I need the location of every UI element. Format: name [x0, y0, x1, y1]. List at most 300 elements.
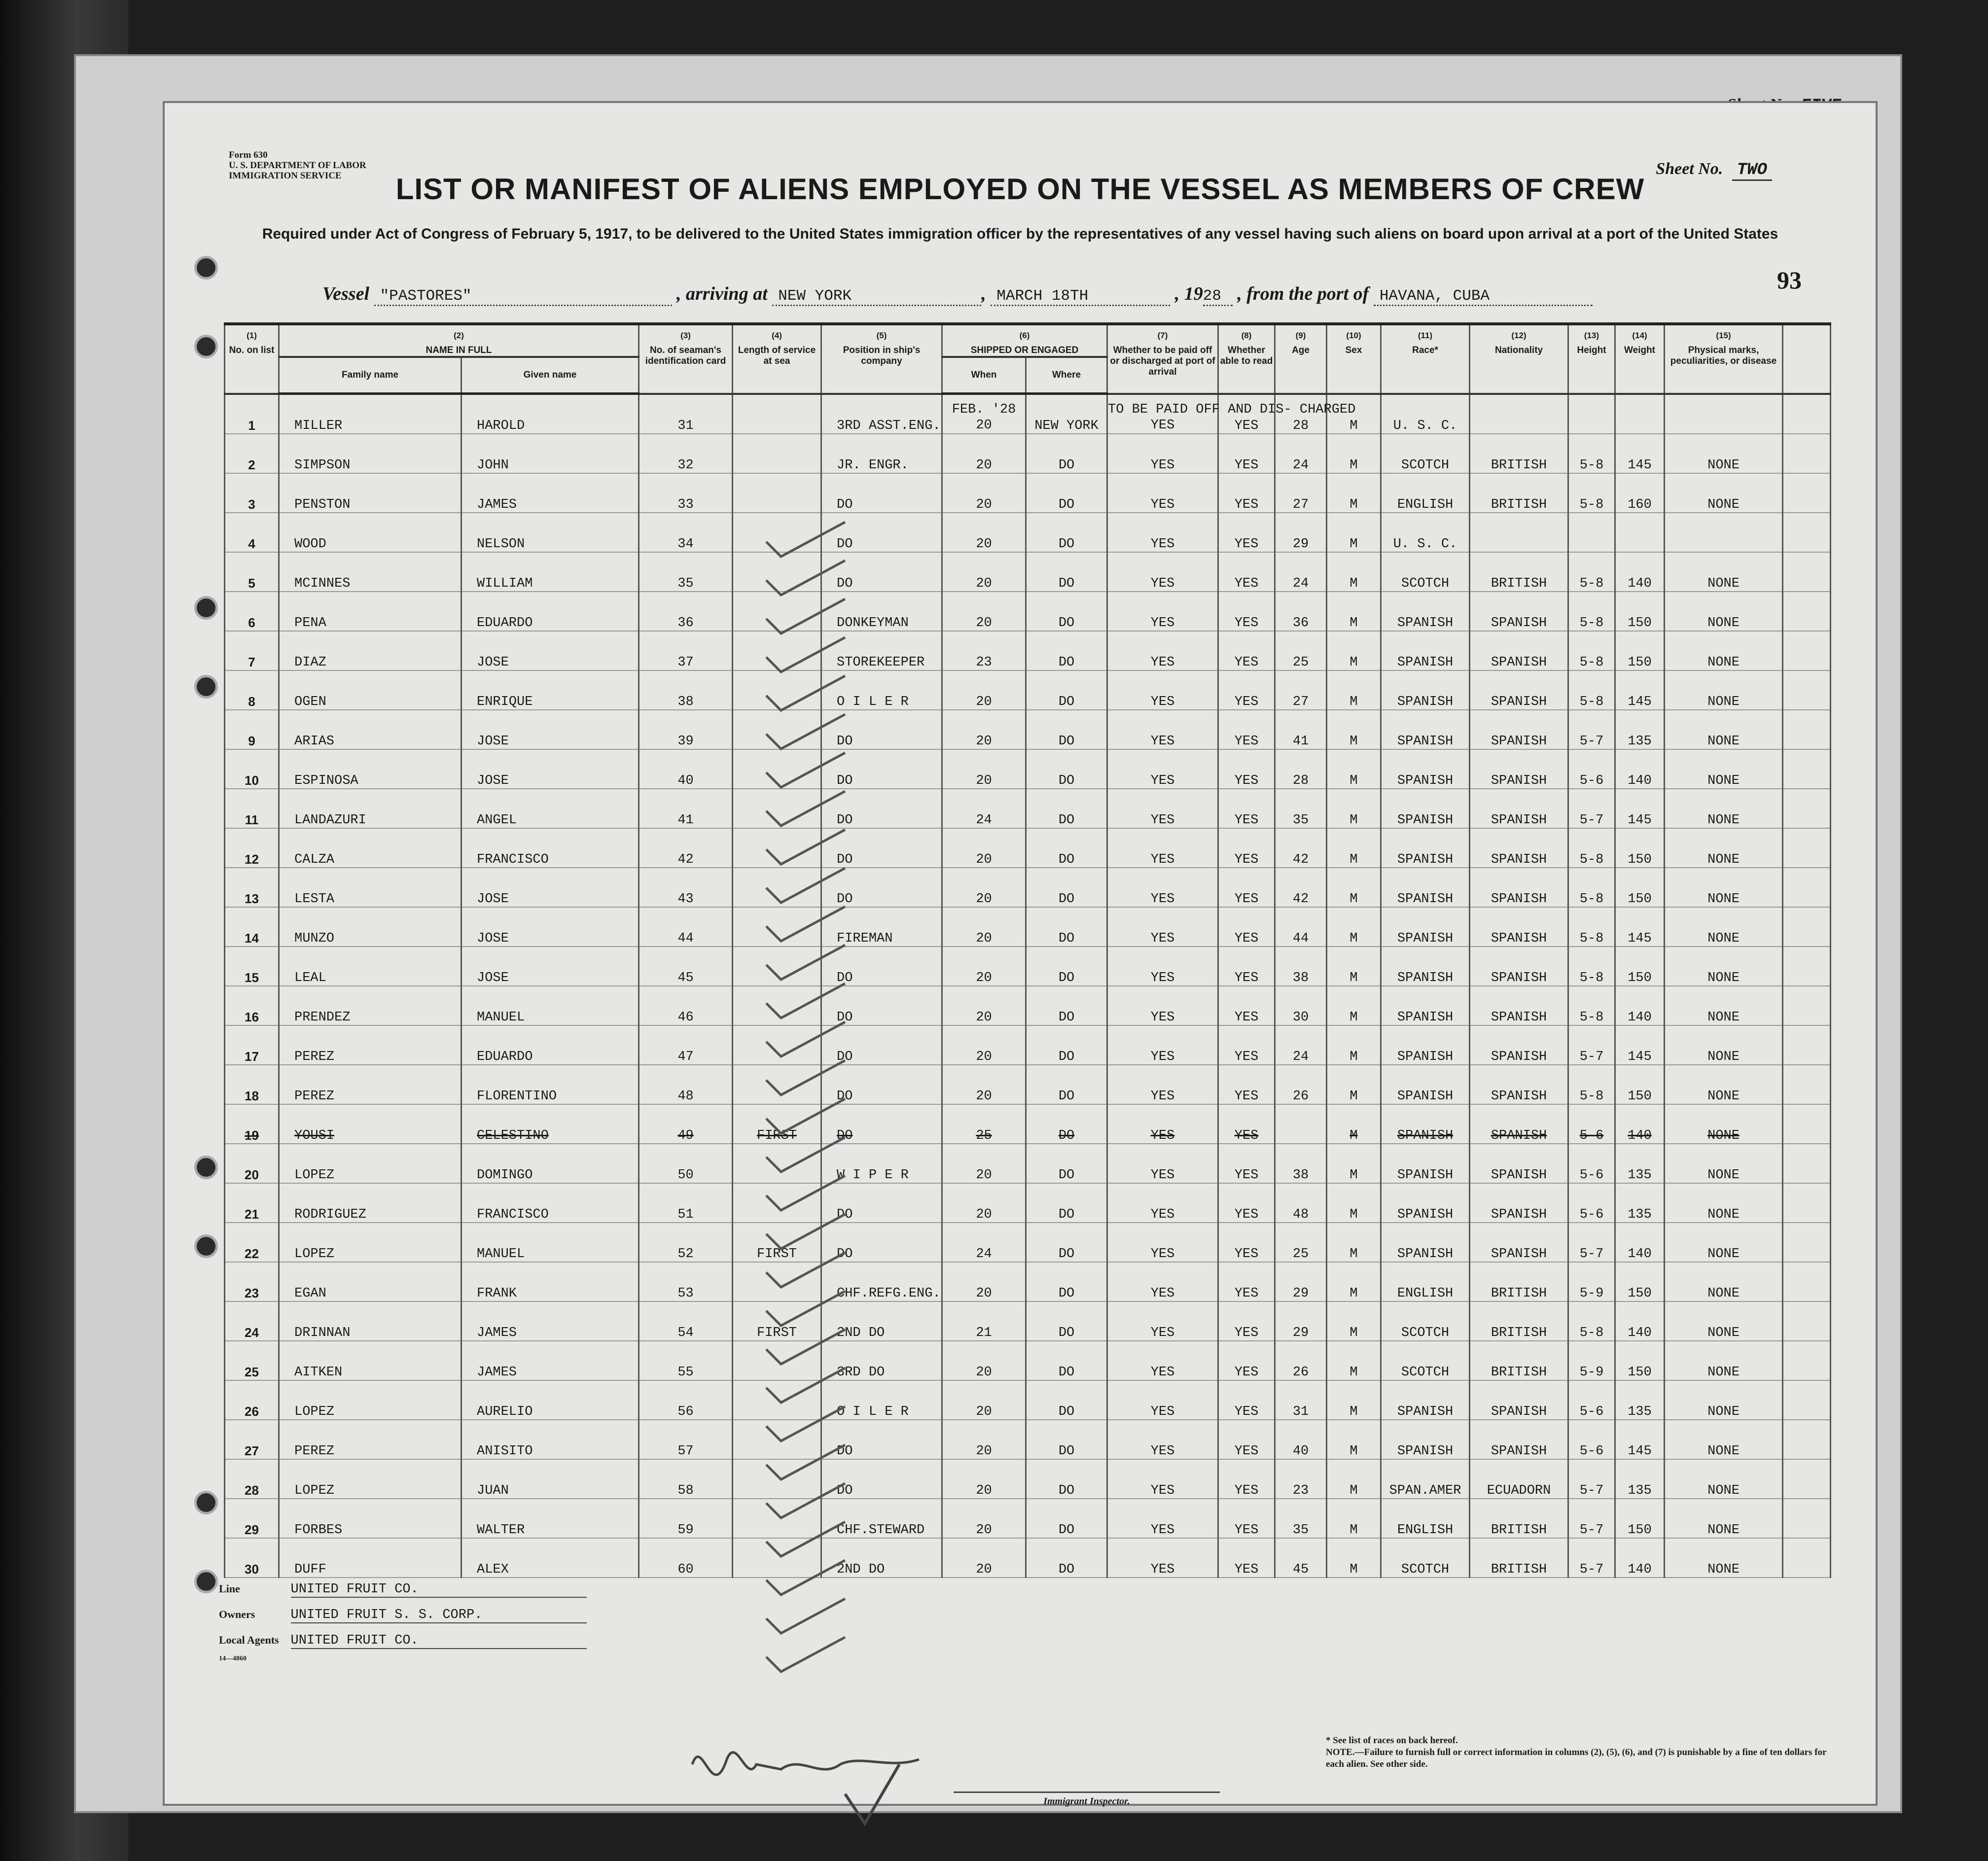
cell-shipped-where: DO — [1026, 513, 1107, 552]
punch-hole — [194, 1234, 218, 1258]
checkmark — [766, 561, 845, 595]
cell-paid-off: YES — [1107, 592, 1218, 631]
agents-value: UNITED FRUIT CO. — [291, 1633, 587, 1649]
cell-age: 48 — [1275, 1183, 1327, 1223]
punch-hole — [194, 1156, 218, 1179]
table-row — [225, 1183, 1831, 1223]
cell-paid-off: YES — [1107, 1459, 1218, 1499]
cell-height: 5-8 — [1568, 670, 1615, 710]
cell-height: 5-8 — [1568, 592, 1615, 631]
cell-nationality: BRITISH — [1470, 1301, 1568, 1341]
punch-hole — [194, 1570, 218, 1593]
checkmark — [766, 868, 845, 903]
footer-agents-row: Local Agents UNITED FRUIT CO. — [219, 1633, 1821, 1659]
cell-shipped-when: 20 — [942, 1183, 1026, 1223]
cell-age: 35 — [1275, 1499, 1327, 1538]
cell-blank — [1783, 947, 1831, 986]
cell-age: 41 — [1275, 710, 1327, 749]
cell-shipped-where: DO — [1026, 828, 1107, 868]
cell-blank — [1783, 1301, 1831, 1341]
cell-age: 27 — [1275, 473, 1327, 513]
table-row — [225, 1380, 1831, 1420]
cell-shipped-where: DO — [1026, 868, 1107, 907]
cell-shipped-when: 20 — [942, 1420, 1026, 1459]
col-header-blank — [1783, 324, 1831, 394]
cell-height — [1568, 513, 1615, 552]
cell-able-to-read: YES — [1218, 1380, 1275, 1420]
cell-able-to-read: YES — [1218, 1262, 1275, 1301]
cell-race: SPANISH — [1381, 1144, 1470, 1183]
cell-position: DO — [821, 1183, 942, 1223]
cell-family-name: AITKEN — [279, 1341, 462, 1380]
cell-family-name: LESTA — [279, 868, 462, 907]
cell-height: 5-7 — [1568, 1223, 1615, 1262]
cell-shipped-when: 20 — [942, 868, 1026, 907]
cell-row-number: 12 — [225, 828, 279, 868]
table-header — [225, 324, 1831, 394]
cell-id-card-number: 31 — [639, 394, 733, 434]
cell-shipped-when: 20 — [942, 1262, 1026, 1301]
cell-age: 24 — [1275, 1025, 1327, 1065]
cell-height: 5-8 — [1568, 986, 1615, 1025]
checkmark — [766, 714, 845, 749]
cell-able-to-read: YES — [1218, 1301, 1275, 1341]
cell-blank — [1783, 1499, 1831, 1538]
cell-nationality: SPANISH — [1470, 828, 1568, 868]
cell-height — [1568, 394, 1615, 434]
cell-height: 5-7 — [1568, 1459, 1615, 1499]
cell-id-card-number: 46 — [639, 986, 733, 1025]
cell-shipped-where: DO — [1026, 1420, 1107, 1459]
cell-able-to-read: YES — [1218, 1104, 1275, 1144]
cell-blank — [1783, 1183, 1831, 1223]
cell-position: 2ND DO — [821, 1538, 942, 1578]
cell-able-to-read: YES — [1218, 434, 1275, 473]
cell-race: SPANISH — [1381, 828, 1470, 868]
col-header-height: (13) Height — [1568, 324, 1615, 394]
cell-paid-off: YES — [1107, 986, 1218, 1025]
cell-race: SPANISH — [1381, 1025, 1470, 1065]
cell-paid-off: YES — [1107, 1301, 1218, 1341]
cell-race: SPANISH — [1381, 1380, 1470, 1420]
checkmark — [766, 1253, 845, 1287]
cell-paid-off: YES — [1107, 947, 1218, 986]
cell-race: SCOTCH — [1381, 552, 1470, 592]
cell-nationality: BRITISH — [1470, 1341, 1568, 1380]
cell-sex: M — [1327, 394, 1381, 434]
cell-physical-marks: NONE — [1665, 1025, 1783, 1065]
cell-row-number: 15 — [225, 947, 279, 986]
cell-able-to-read: YES — [1218, 986, 1275, 1025]
cell-weight: 145 — [1615, 434, 1665, 473]
cell-physical-marks: NONE — [1665, 868, 1783, 907]
cell-shipped-where: DO — [1026, 1183, 1107, 1223]
cell-weight: 150 — [1615, 1499, 1665, 1538]
cell-given-name: JUAN — [462, 1459, 639, 1499]
cell-weight: 150 — [1615, 828, 1665, 868]
cell-height: 5-6 — [1568, 1144, 1615, 1183]
table-row — [225, 670, 1831, 710]
cell-physical-marks: NONE — [1665, 434, 1783, 473]
cell-able-to-read: YES — [1218, 1420, 1275, 1459]
col-subheader-when: When — [942, 357, 1026, 394]
cell-given-name: FRANCISCO — [462, 828, 639, 868]
cell-shipped-where: DO — [1026, 947, 1107, 986]
cell-race: SPANISH — [1381, 670, 1470, 710]
cell-nationality: BRITISH — [1470, 1538, 1568, 1578]
cell-row-number: 18 — [225, 1065, 279, 1104]
checkmark — [766, 1330, 845, 1364]
cell-age: 24 — [1275, 552, 1327, 592]
table-row — [225, 789, 1831, 828]
vessel-name: "PASTORES" — [374, 287, 672, 306]
cell-length-of-service: FIRST — [733, 1223, 821, 1262]
cell-position: DO — [821, 473, 942, 513]
cell-position: DO — [821, 513, 942, 552]
cell-physical-marks: NONE — [1665, 631, 1783, 670]
table-row — [225, 394, 1831, 434]
cell-id-card-number: 50 — [639, 1144, 733, 1183]
cell-sex: M — [1327, 1499, 1381, 1538]
cell-shipped-when: 24 — [942, 1223, 1026, 1262]
cell-sex: M — [1327, 1459, 1381, 1499]
cell-blank — [1783, 828, 1831, 868]
cell-paid-off: YES — [1107, 434, 1218, 473]
cell-blank — [1783, 986, 1831, 1025]
page-number: 93 — [1777, 266, 1802, 294]
col-header-sex: (10) Sex — [1327, 324, 1381, 394]
cell-shipped-when: 20 — [942, 1459, 1026, 1499]
cell-weight: 150 — [1615, 1341, 1665, 1380]
arrival-year: 28 — [1203, 287, 1233, 306]
cell-position: O I L E R — [821, 1380, 942, 1420]
cell-weight: 145 — [1615, 907, 1665, 947]
cell-id-card-number: 56 — [639, 1380, 733, 1420]
cell-sex: M — [1327, 907, 1381, 947]
cell-id-card-number: 32 — [639, 434, 733, 473]
cell-weight: 145 — [1615, 1420, 1665, 1459]
cell-sex: M — [1327, 670, 1381, 710]
cell-position: CHF.STEWARD — [821, 1499, 942, 1538]
cell-shipped-where: DO — [1026, 434, 1107, 473]
checkmark — [766, 599, 845, 633]
cell-weight — [1615, 513, 1665, 552]
table-row — [225, 1223, 1831, 1262]
cell-blank — [1783, 1025, 1831, 1065]
cell-race: SCOTCH — [1381, 1341, 1470, 1380]
cell-weight: 145 — [1615, 789, 1665, 828]
cell-length-of-service — [733, 434, 821, 473]
cell-blank — [1783, 1223, 1831, 1262]
table-row — [225, 907, 1831, 947]
cell-physical-marks: NONE — [1665, 1341, 1783, 1380]
cell-shipped-where: DO — [1026, 670, 1107, 710]
checkmark — [766, 522, 845, 557]
cell-height: 5-8 — [1568, 552, 1615, 592]
cell-race: U. S. C. — [1381, 513, 1470, 552]
cell-physical-marks: NONE — [1665, 1183, 1783, 1223]
cell-able-to-read: YES — [1218, 1499, 1275, 1538]
cell-shipped-where: DO — [1026, 749, 1107, 789]
col-subheader-given: Given name — [462, 357, 639, 394]
cell-given-name: JOHN — [462, 434, 639, 473]
cell-id-card-number: 44 — [639, 907, 733, 947]
cell-id-card-number: 48 — [639, 1065, 733, 1104]
cell-id-card-number: 35 — [639, 552, 733, 592]
cell-race: SPANISH — [1381, 592, 1470, 631]
checkmark — [766, 1060, 845, 1095]
cell-given-name: JAMES — [462, 1301, 639, 1341]
cell-sex: M — [1327, 513, 1381, 552]
cell-family-name: DIAZ — [279, 631, 462, 670]
cell-age: 29 — [1275, 1301, 1327, 1341]
cell-age: 28 — [1275, 749, 1327, 789]
cell-weight: 140 — [1615, 1104, 1665, 1144]
col-header-no: (1) No. on list — [225, 324, 279, 394]
cell-able-to-read: YES — [1218, 631, 1275, 670]
table-row — [225, 1065, 1831, 1104]
checkmark — [766, 1214, 845, 1249]
cell-family-name: EGAN — [279, 1262, 462, 1301]
table-row — [225, 1420, 1831, 1459]
cell-height: 5-6 — [1568, 1104, 1615, 1144]
cell-height: 5-6 — [1568, 1183, 1615, 1223]
cell-family-name: PENSTON — [279, 473, 462, 513]
cell-id-card-number: 43 — [639, 868, 733, 907]
cell-weight: 150 — [1615, 592, 1665, 631]
cell-paid-off: YES — [1107, 1065, 1218, 1104]
cell-race: SPANISH — [1381, 789, 1470, 828]
cell-family-name: DRINNAN — [279, 1301, 462, 1341]
cell-sex: M — [1327, 868, 1381, 907]
cell-blank — [1783, 749, 1831, 789]
cell-id-card-number: 45 — [639, 947, 733, 986]
cell-nationality: SPANISH — [1470, 986, 1568, 1025]
cell-given-name: NELSON — [462, 513, 639, 552]
cell-race: SPANISH — [1381, 710, 1470, 749]
cell-able-to-read: YES — [1218, 1341, 1275, 1380]
cell-able-to-read: YES — [1218, 828, 1275, 868]
cell-sex: M — [1327, 1262, 1381, 1301]
cell-id-card-number: 40 — [639, 749, 733, 789]
cell-able-to-read: YES — [1218, 1223, 1275, 1262]
cell-physical-marks: NONE — [1665, 1065, 1783, 1104]
cell-shipped-where: DO — [1026, 986, 1107, 1025]
cell-given-name: HAROLD — [462, 394, 639, 434]
table-row — [225, 434, 1831, 473]
table-row — [225, 1262, 1831, 1301]
cell-shipped-when: 20 — [942, 670, 1026, 710]
cell-given-name: DOMINGO — [462, 1144, 639, 1183]
cell-position: DO — [821, 1104, 942, 1144]
cell-physical-marks: NONE — [1665, 670, 1783, 710]
cell-row-number: 27 — [225, 1420, 279, 1459]
line-value: UNITED FRUIT CO. — [291, 1582, 587, 1598]
cell-position: DO — [821, 986, 942, 1025]
cell-row-number: 28 — [225, 1459, 279, 1499]
cell-age: 38 — [1275, 947, 1327, 986]
cell-nationality: BRITISH — [1470, 434, 1568, 473]
cell-age: 38 — [1275, 1144, 1327, 1183]
cell-height: 5-8 — [1568, 868, 1615, 907]
cell-physical-marks: NONE — [1665, 710, 1783, 749]
cell-able-to-read: YES — [1218, 1183, 1275, 1223]
arrival-port: NEW YORK — [772, 287, 981, 306]
cell-shipped-when: 20 — [942, 1065, 1026, 1104]
cell-paid-off: YES — [1107, 1223, 1218, 1262]
cell-family-name: OGEN — [279, 670, 462, 710]
cell-race: SPANISH — [1381, 907, 1470, 947]
cell-family-name: MCINNES — [279, 552, 462, 592]
cell-physical-marks: NONE — [1665, 1144, 1783, 1183]
vessel-line: Vessel "PASTORES" , arriving at NEW YORK , MARCH 18TH , 1928 , from the port of HAVANA, CUBA — [322, 283, 1593, 306]
cell-nationality: SPANISH — [1470, 1183, 1568, 1223]
cell-sex: M — [1327, 986, 1381, 1025]
cell-shipped-when: 20 — [942, 749, 1026, 789]
table-body — [225, 394, 1831, 1578]
cell-given-name: JOSE — [462, 749, 639, 789]
cell-nationality — [1470, 513, 1568, 552]
cell-position: DO — [821, 1420, 942, 1459]
cell-position: DO — [821, 868, 942, 907]
cell-sex: M — [1327, 710, 1381, 749]
cell-sex: M — [1327, 592, 1381, 631]
cell-shipped-when: 25 — [942, 1104, 1026, 1144]
cell-row-number: 11 — [225, 789, 279, 828]
cell-id-card-number: 59 — [639, 1499, 733, 1538]
cell-row-number: 17 — [225, 1025, 279, 1065]
cell-race: ENGLISH — [1381, 473, 1470, 513]
cell-position: 3RD ASST.ENG. — [821, 394, 942, 434]
cell-shipped-when: 20 — [942, 986, 1026, 1025]
cell-physical-marks: NONE — [1665, 947, 1783, 986]
cell-race: SPANISH — [1381, 986, 1470, 1025]
cell-position: DO — [821, 1065, 942, 1104]
cell-race: SPANISH — [1381, 1223, 1470, 1262]
checkmark — [766, 907, 845, 941]
cell-age: 26 — [1275, 1341, 1327, 1380]
punch-hole — [194, 335, 218, 358]
cell-row-number: 8 — [225, 670, 279, 710]
cell-position: 2ND DO — [821, 1301, 942, 1341]
table-row — [225, 828, 1831, 868]
col-header-card: (3) No. of seaman's identification card — [639, 324, 733, 394]
cell-height: 5-8 — [1568, 434, 1615, 473]
col-header-service: (4) Length of service at sea — [733, 324, 821, 394]
cell-blank — [1783, 670, 1831, 710]
cell-shipped-where: DO — [1026, 1065, 1107, 1104]
cell-height: 5-8 — [1568, 828, 1615, 868]
cell-given-name: WILLIAM — [462, 552, 639, 592]
cell-race: SPANISH — [1381, 868, 1470, 907]
col-header-name: (2) NAME IN FULL — [279, 324, 639, 357]
checkmark — [766, 1176, 845, 1210]
cell-physical-marks: NONE — [1665, 552, 1783, 592]
cell-given-name: ENRIQUE — [462, 670, 639, 710]
cell-race: SPAN.AMER — [1381, 1459, 1470, 1499]
cell-shipped-where: DO — [1026, 710, 1107, 749]
manifest-sheet — [163, 101, 1878, 1806]
owners-value: UNITED FRUIT S. S. CORP. — [291, 1608, 587, 1623]
cell-height: 5-7 — [1568, 1025, 1615, 1065]
cell-row-number: 4 — [225, 513, 279, 552]
cell-able-to-read: YES — [1218, 473, 1275, 513]
cell-shipped-where: DO — [1026, 1262, 1107, 1301]
cell-paid-off: YES — [1107, 907, 1218, 947]
cell-race: ENGLISH — [1381, 1262, 1470, 1301]
cell-shipped-when: 21 — [942, 1301, 1026, 1341]
cell-position: JR. ENGR. — [821, 434, 942, 473]
page-title: LIST OR MANIFEST OF ALIENS EMPLOYED ON THE VESSEL AS MEMBERS OF CREW — [395, 173, 1645, 206]
cell-weight: 135 — [1615, 1380, 1665, 1420]
cell-paid-off: YES — [1107, 1380, 1218, 1420]
cell-shipped-when: 20 — [942, 434, 1026, 473]
cell-race: SPANISH — [1381, 1183, 1470, 1223]
cell-position: DO — [821, 828, 942, 868]
cell-nationality: SPANISH — [1470, 947, 1568, 986]
cell-height: 5-8 — [1568, 907, 1615, 947]
col-header-nationality: (12) Nationality — [1470, 324, 1568, 394]
cell-paid-off: YES — [1107, 1025, 1218, 1065]
cell-race: ENGLISH — [1381, 1499, 1470, 1538]
cell-shipped-when: 20 — [942, 1538, 1026, 1578]
form-number: 14—4860 — [219, 1655, 247, 1662]
cell-position: DO — [821, 1025, 942, 1065]
cell-row-number: 30 — [225, 1538, 279, 1578]
cell-paid-off: YES — [1107, 828, 1218, 868]
cell-family-name: ARIAS — [279, 710, 462, 749]
checkmark — [766, 1368, 845, 1403]
cell-age: 25 — [1275, 1223, 1327, 1262]
cell-shipped-when: 20 — [942, 1025, 1026, 1065]
cell-shipped-when: 20 — [942, 513, 1026, 552]
checkmark — [766, 791, 845, 826]
cell-shipped-when: 20 — [942, 473, 1026, 513]
cell-id-card-number: 53 — [639, 1262, 733, 1301]
cell-id-card-number: 58 — [639, 1459, 733, 1499]
cell-row-number: 2 — [225, 434, 279, 473]
cell-weight: 135 — [1615, 1183, 1665, 1223]
cell-shipped-where: DO — [1026, 1223, 1107, 1262]
cell-shipped-where: DO — [1026, 1499, 1107, 1538]
sheet-number: Sheet No. TWO — [1651, 160, 1772, 179]
cell-weight: 135 — [1615, 1459, 1665, 1499]
cell-given-name: EDUARDO — [462, 592, 639, 631]
col-subheader-family: Family name — [279, 357, 462, 394]
cell-shipped-where: DO — [1026, 1538, 1107, 1578]
cell-shipped-where: DO — [1026, 1104, 1107, 1144]
cell-position: DO — [821, 710, 942, 749]
cell-nationality: SPANISH — [1470, 1144, 1568, 1183]
cell-able-to-read: YES — [1218, 1538, 1275, 1578]
cell-family-name: PENA — [279, 592, 462, 631]
cell-shipped-where: DO — [1026, 1144, 1107, 1183]
cell-id-card-number: 60 — [639, 1538, 733, 1578]
cell-shipped-where: DO — [1026, 1380, 1107, 1420]
cell-race: SPANISH — [1381, 1065, 1470, 1104]
cell-height: 5-7 — [1568, 710, 1615, 749]
cell-nationality: SPANISH — [1470, 1025, 1568, 1065]
cell-nationality: BRITISH — [1470, 1499, 1568, 1538]
cell-row-number: 16 — [225, 986, 279, 1025]
cell-row-number: 21 — [225, 1183, 279, 1223]
cell-row-number: 1 — [225, 394, 279, 434]
cell-blank — [1783, 1420, 1831, 1459]
cell-blank — [1783, 1262, 1831, 1301]
cell-id-card-number: 49 — [639, 1104, 733, 1144]
cell-sex: M — [1327, 552, 1381, 592]
cell-physical-marks: NONE — [1665, 473, 1783, 513]
